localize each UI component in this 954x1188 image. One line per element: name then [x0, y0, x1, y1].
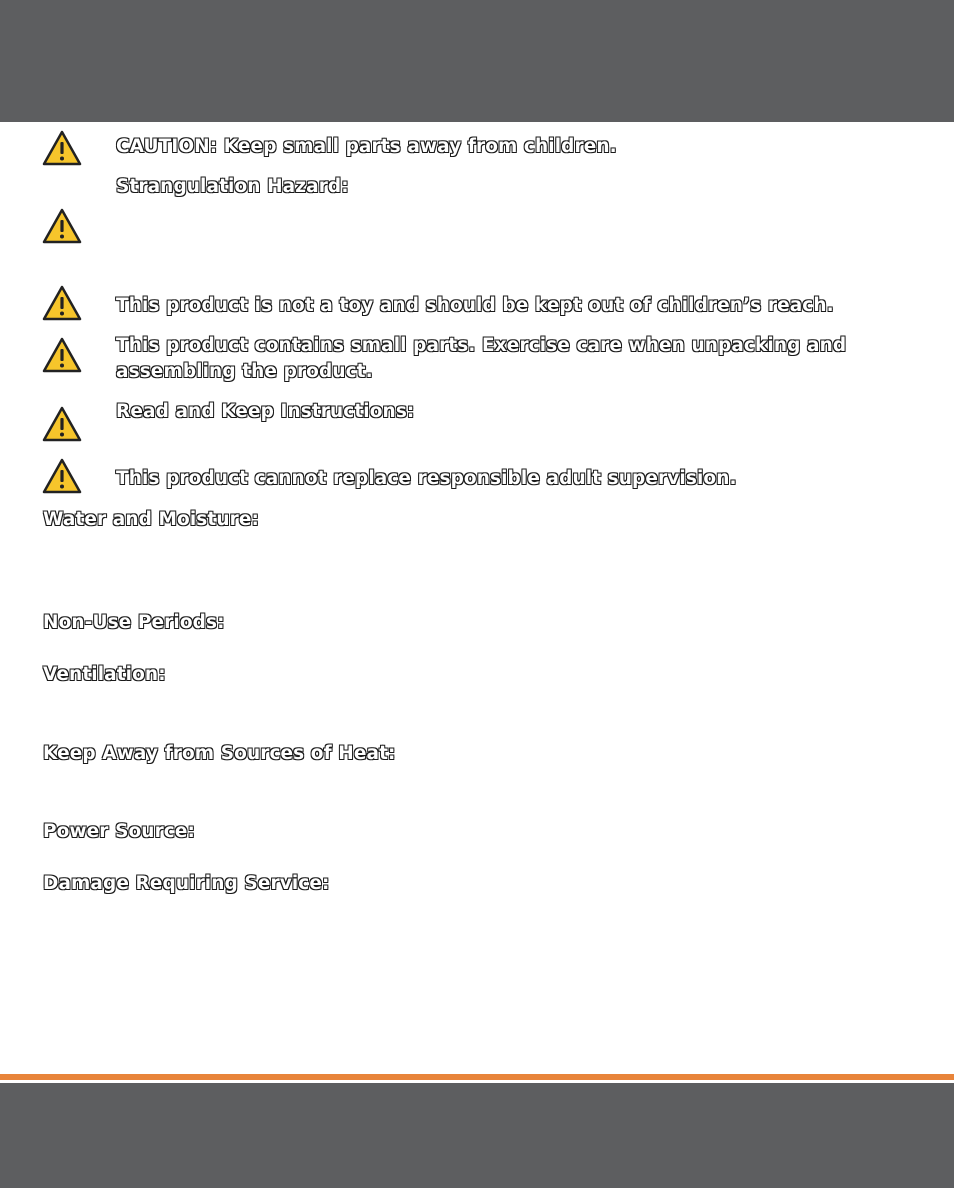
- heading-non-use-periods: Non-Use Periods:: [43, 612, 225, 633]
- warning-adult-supervision: This product cannot replace responsible adult supervision.: [116, 468, 737, 489]
- heading-water-moisture: Water and Moisture:: [43, 509, 259, 530]
- footer-accent-rule: [0, 1074, 954, 1080]
- warning-read-instructions: Read and Keep Instructions:: [116, 401, 415, 422]
- warning-small-parts-line1: This product contains small parts. Exercise care when unpacking and: [116, 335, 847, 356]
- warning-triangle-icon: [42, 208, 82, 244]
- heading-power-source: Power Source:: [43, 821, 196, 842]
- footer-bar: [0, 1083, 954, 1188]
- heading-heat-sources: Keep Away from Sources of Heat:: [43, 743, 396, 764]
- warning-caution-small-parts: CAUTION: Keep small parts away from children.: [116, 136, 617, 157]
- warning-strangulation-hazard: Strangulation Hazard:: [116, 176, 349, 197]
- warning-triangle-icon: [42, 337, 82, 373]
- header-bar: [0, 0, 954, 122]
- warning-triangle-icon: [42, 130, 82, 166]
- heading-ventilation: Ventilation:: [43, 664, 166, 685]
- warning-triangle-icon: [42, 285, 82, 321]
- warning-small-parts-line2: assembling the product.: [116, 361, 373, 382]
- warning-not-a-toy: This product is not a toy and should be kept out of children’s reach.: [116, 295, 834, 316]
- warning-triangle-icon: [42, 406, 82, 442]
- heading-damage-service: Damage Requiring Service:: [43, 873, 330, 894]
- warning-triangle-icon: [42, 458, 82, 494]
